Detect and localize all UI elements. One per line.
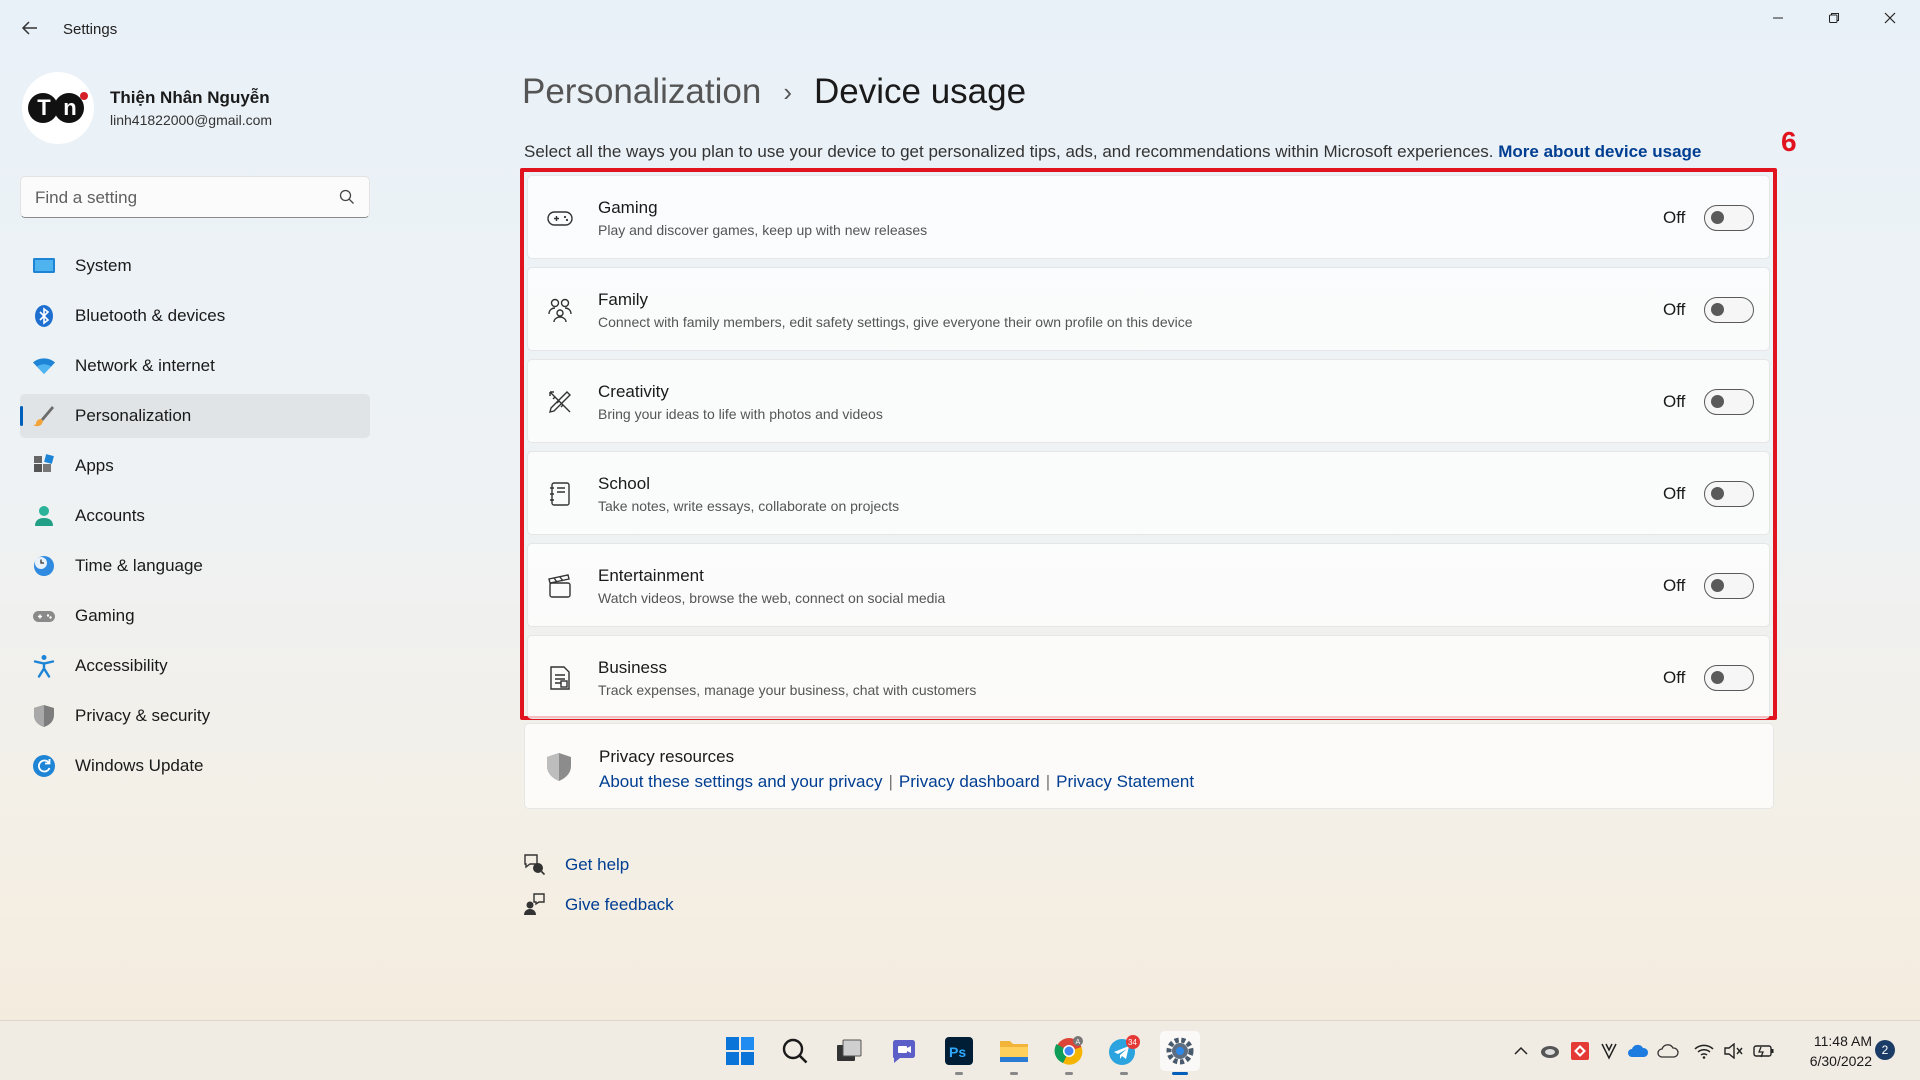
avatar-dot	[80, 92, 88, 100]
get-help-icon	[522, 852, 546, 876]
start-button[interactable]	[720, 1031, 760, 1071]
sidebar-item-bluetooth[interactable]	[20, 294, 370, 338]
sidebar-item-windows-update[interactable]	[20, 744, 370, 788]
sidebar-item-time-language[interactable]	[20, 544, 370, 588]
search-icon	[781, 1037, 809, 1065]
pen-ruler-icon	[546, 388, 574, 416]
title-bar	[0, 0, 1920, 60]
wifi-icon[interactable]	[1692, 1039, 1716, 1063]
arrow-left-icon	[20, 18, 40, 38]
settings-app[interactable]	[1160, 1031, 1200, 1071]
gaming-toggle[interactable]	[1704, 205, 1754, 231]
usage-item-title: Creativity	[598, 382, 669, 401]
privacy-statement-link[interactable]: Privacy Statement	[1056, 772, 1195, 791]
back-button[interactable]	[18, 18, 42, 42]
sidebar-item-label: Privacy & security	[75, 706, 211, 725]
taskbar	[0, 1020, 1920, 1080]
usage-item-title: Gaming	[598, 198, 658, 217]
privacy-dashboard-link[interactable]: Privacy dashboard	[898, 772, 1040, 791]
battery-icon[interactable]	[1752, 1039, 1776, 1063]
notebook-icon	[546, 480, 574, 508]
usage-item-title: Family	[598, 290, 649, 309]
shield-icon	[545, 752, 573, 782]
usage-item-entertainment	[527, 543, 1770, 627]
teams-chat-icon	[890, 1037, 918, 1065]
accessibility-icon	[32, 654, 56, 678]
sidebar-item-system[interactable]	[20, 244, 370, 288]
gamepad-icon	[32, 604, 56, 628]
svg-text:Ps: Ps	[949, 1044, 967, 1060]
search-input[interactable]: Find a setting	[35, 188, 138, 207]
family-icon	[546, 296, 574, 324]
help-section	[522, 852, 822, 932]
apps-icon	[32, 454, 56, 478]
get-help-link[interactable]: Get help	[565, 855, 630, 874]
page-description-text: Select all the ways you plan to use your device to get personalized tips, ads, and recommendations within Microsoft experiences.	[524, 142, 1494, 161]
usage-item-family	[527, 267, 1770, 351]
usage-item-creativity	[527, 359, 1770, 443]
sidebar-item-accessibility[interactable]	[20, 644, 370, 688]
chevron-right-icon: ›	[783, 76, 792, 107]
usage-item-title: Entertainment	[598, 566, 704, 585]
windows-start-icon	[725, 1036, 755, 1066]
sidebar-item-apps[interactable]	[20, 444, 370, 488]
sidebar-nav	[20, 244, 370, 794]
wifi-icon	[32, 354, 56, 378]
clock-date: 6/30/2022	[1809, 1053, 1872, 1069]
sidebar-item-label: Accessibility	[75, 656, 168, 675]
minimize-icon	[1772, 12, 1784, 24]
avatar	[22, 72, 94, 144]
minimize-button[interactable]	[1758, 8, 1798, 32]
usage-item-description: Bring your ideas to life with photos and videos	[598, 406, 883, 422]
task-view-icon	[835, 1037, 863, 1065]
link-separator: |	[1045, 772, 1051, 791]
sidebar-item-label: Windows Update	[75, 756, 204, 775]
close-button[interactable]	[1870, 8, 1910, 32]
sidebar-item-label: Bluetooth & devices	[75, 306, 226, 325]
toggle-state-label: Off	[1663, 392, 1686, 411]
toggle-state-label: Off	[1663, 668, 1686, 687]
anydesk-icon[interactable]	[1568, 1039, 1592, 1063]
sidebar-item-label: Apps	[75, 456, 114, 475]
usage-item-description: Connect with family members, edit safety settings, give everyone their own profile on this device	[598, 314, 1193, 330]
link-separator: |	[888, 772, 893, 791]
system-icon	[32, 254, 56, 278]
chrome-icon	[1054, 1036, 1084, 1066]
chrome-app[interactable]	[1049, 1031, 1089, 1071]
settings-gear-icon	[1165, 1036, 1195, 1066]
user-profile[interactable]	[22, 72, 372, 144]
breadcrumb-parent[interactable]: Personalization	[522, 72, 762, 111]
onedrive-icon[interactable]	[1626, 1039, 1650, 1063]
business-toggle[interactable]	[1704, 665, 1754, 691]
sidebar-item-gaming[interactable]	[20, 594, 370, 638]
vivaldi-icon[interactable]	[1597, 1039, 1621, 1063]
breadcrumb	[522, 72, 1026, 112]
sidebar-item-accounts[interactable]	[20, 494, 370, 538]
volume-muted-icon[interactable]	[1722, 1039, 1746, 1063]
privacy-links	[599, 772, 1194, 792]
search-box[interactable]	[20, 176, 370, 218]
profile-name: Thiện Nhân Nguyễn	[110, 88, 270, 107]
toggle-state-label: Off	[1663, 300, 1686, 319]
cloud-app-icon[interactable]	[1538, 1039, 1562, 1063]
usage-item-gaming	[527, 175, 1770, 259]
feedback-icon	[522, 892, 546, 916]
file-explorer-app[interactable]	[994, 1031, 1034, 1071]
task-view-button[interactable]	[829, 1031, 869, 1071]
avatar-initials: T n	[32, 93, 84, 123]
more-about-device-usage-link[interactable]: More about device usage	[1498, 142, 1702, 161]
sidebar-item-label: Gaming	[75, 606, 135, 625]
telegram-icon	[1108, 1035, 1140, 1067]
photoshop-app[interactable]	[939, 1031, 979, 1071]
photoshop-icon	[945, 1037, 973, 1065]
sidebar-item-label: Time & language	[75, 556, 203, 575]
close-icon	[1884, 12, 1896, 24]
usage-item-title: School	[598, 474, 650, 493]
usage-item-school	[527, 451, 1770, 535]
profile-email: linh41822000@gmail.com	[110, 112, 273, 128]
update-icon	[32, 754, 56, 778]
window-title: Settings	[63, 21, 118, 38]
bluetooth-icon	[32, 304, 56, 328]
onedrive-personal-icon[interactable]	[1656, 1039, 1680, 1063]
sidebar-item-label: Accounts	[75, 506, 145, 525]
search-icon	[339, 189, 355, 205]
brush-icon	[32, 404, 56, 428]
usage-item-description: Track expenses, manage your business, chat with customers	[598, 682, 977, 698]
taskbar-search-button[interactable]	[775, 1031, 815, 1071]
taskbar-clock[interactable]	[1790, 1031, 1872, 1071]
globe-clock-icon	[32, 554, 56, 578]
page-title: Device usage	[813, 72, 1027, 111]
svg-text:34: 34	[1128, 1038, 1137, 1047]
privacy-resources-title: Privacy resources	[599, 747, 735, 766]
sidebar-item-personalization[interactable]	[20, 394, 370, 438]
usage-item-description: Take notes, write essays, collaborate on projects	[598, 498, 900, 514]
school-toggle[interactable]	[1704, 481, 1754, 507]
teams-chat-button[interactable]	[884, 1031, 924, 1071]
page-description	[524, 142, 1701, 162]
give-feedback-row[interactable]	[522, 892, 822, 932]
about-settings-privacy-link[interactable]: About these settings and your privacy	[599, 772, 883, 791]
file-explorer-icon	[999, 1037, 1029, 1065]
restore-icon	[1828, 12, 1840, 24]
usage-item-business	[527, 635, 1770, 719]
annotation-number: 6	[1781, 126, 1797, 157]
sidebar-item-label: Network & internet	[75, 356, 215, 375]
chevron-up-icon[interactable]	[1509, 1039, 1533, 1063]
usage-item-description: Watch videos, browse the web, connect on social media	[598, 590, 946, 606]
telegram-app[interactable]	[1104, 1031, 1144, 1071]
gamepad-icon	[546, 204, 574, 232]
svg-text:A: A	[1075, 1039, 1081, 1046]
usage-item-title: Business	[598, 658, 667, 677]
privacy-resources-card	[524, 723, 1774, 809]
toggle-state-label: Off	[1663, 484, 1686, 503]
document-icon	[546, 664, 574, 692]
shield-icon	[32, 704, 56, 728]
notification-badge[interactable]: 2	[1875, 1040, 1895, 1060]
toggle-state-label: Off	[1663, 208, 1686, 227]
toggle-state-label: Off	[1663, 576, 1686, 595]
get-help-row[interactable]	[522, 852, 822, 892]
sidebar-item-network[interactable]	[20, 344, 370, 388]
family-toggle[interactable]	[1704, 297, 1754, 323]
creativity-toggle[interactable]	[1704, 389, 1754, 415]
sidebar-item-label: Personalization	[75, 406, 192, 425]
sidebar-item-label: System	[75, 256, 132, 275]
clock-time: 11:48 AM	[1813, 1033, 1872, 1049]
device-usage-list	[527, 175, 1770, 727]
sidebar-item-privacy-security[interactable]	[20, 694, 370, 738]
account-icon	[32, 504, 56, 528]
usage-item-description: Play and discover games, keep up with new releases	[598, 222, 928, 238]
restore-button[interactable]	[1814, 8, 1854, 32]
clapperboard-icon	[546, 572, 574, 600]
give-feedback-link[interactable]: Give feedback	[565, 895, 674, 914]
entertainment-toggle[interactable]	[1704, 573, 1754, 599]
